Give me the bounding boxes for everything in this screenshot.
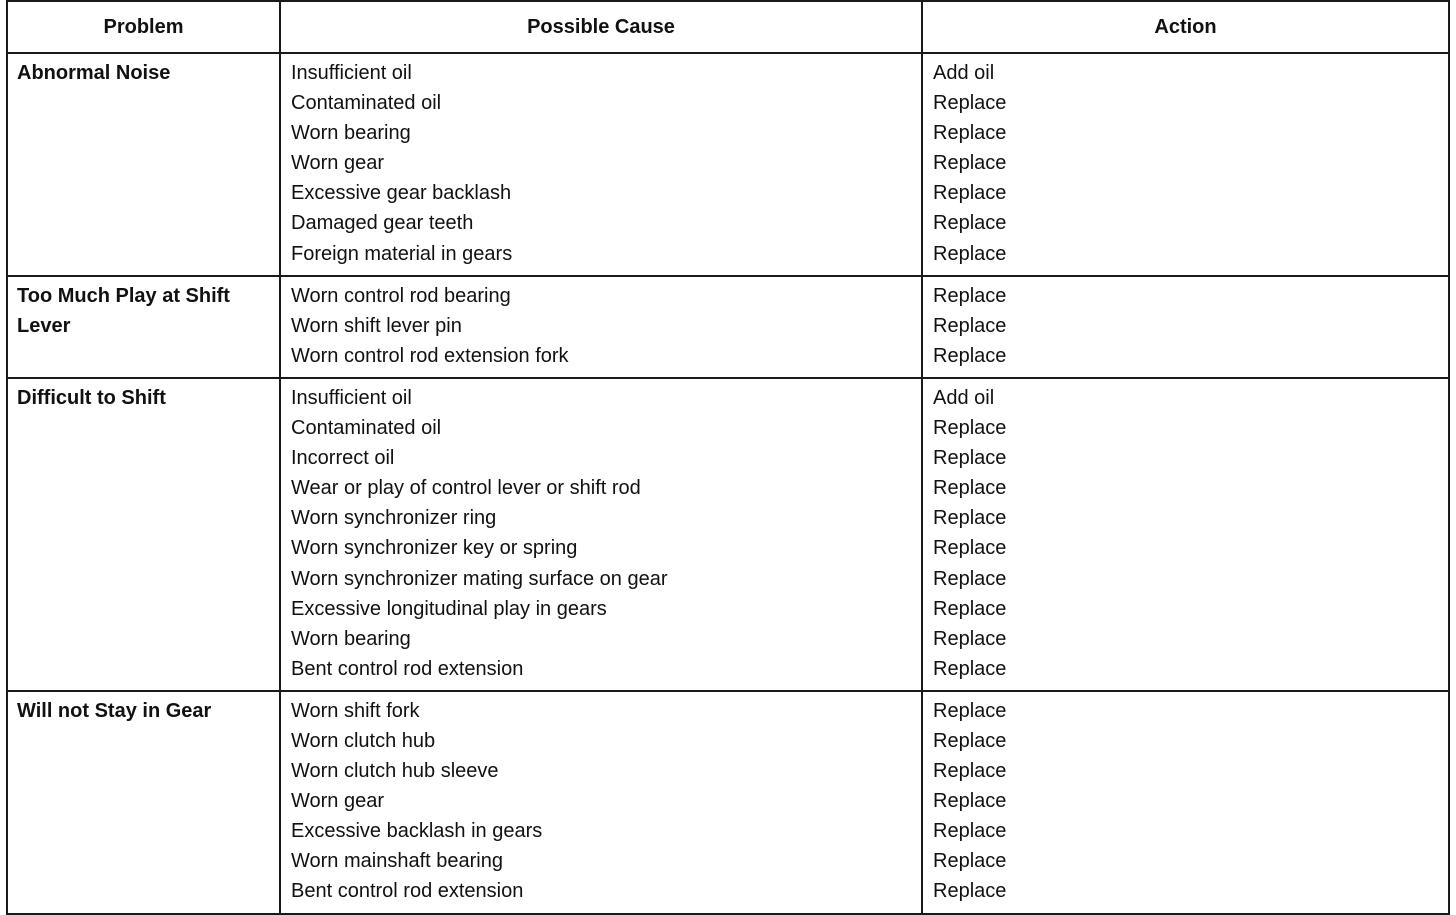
possible-cause-cell <box>280 691 922 914</box>
action-text: Replace <box>933 417 1007 440</box>
cause-text: Contaminated oil <box>291 92 442 115</box>
problem-cell: Too Much Play at Shift Lever <box>7 276 280 378</box>
cause-text: Worn clutch hub <box>291 729 436 752</box>
action-text: Replace <box>933 122 1007 145</box>
table-row <box>7 276 1449 378</box>
action-text: Replace <box>933 212 1007 235</box>
header-action: Action <box>922 1 1449 53</box>
header-row <box>7 1 1449 53</box>
action-text: Replace <box>933 152 1007 175</box>
action-text: Replace <box>933 507 1007 530</box>
action-text: Replace <box>933 567 1007 590</box>
action-cell <box>922 691 1449 914</box>
action-text: Replace <box>933 344 1007 367</box>
cause-text: Excessive gear backlash <box>291 182 512 205</box>
action-text: Replace <box>933 477 1007 500</box>
action-text: Replace <box>933 760 1007 783</box>
cause-text: Insufficient oil <box>291 386 412 409</box>
action-text: Replace <box>933 92 1007 115</box>
action-text: Replace <box>933 447 1007 470</box>
cause-text: Worn control rod extension fork <box>291 344 569 367</box>
cause-text: Worn bearing <box>291 122 411 145</box>
cause-text: Worn synchronizer key or spring <box>291 537 578 560</box>
action-text: Replace <box>933 242 1007 265</box>
cause-text: Worn gear <box>291 790 385 813</box>
cause-text: Contaminated oil <box>291 417 442 440</box>
action-text: Replace <box>933 627 1007 650</box>
cause-text: Wear or play of control lever or shift rod <box>291 477 641 500</box>
cause-text: Worn clutch hub sleeve <box>291 760 499 783</box>
cause-text: Damaged gear teeth <box>291 212 474 235</box>
cause-text: Worn mainshaft bearing <box>291 850 503 873</box>
possible-cause-cell <box>280 276 922 378</box>
table-row <box>7 691 1449 914</box>
problem-cell: Abnormal Noise <box>7 53 280 276</box>
cause-text: Bent control rod extension <box>291 657 524 680</box>
action-text: Replace <box>933 699 1007 722</box>
action-text: Replace <box>933 880 1007 903</box>
cause-text: Bent control rod extension <box>291 880 524 903</box>
cause-text: Insufficient oil <box>291 62 412 84</box>
cause-text: Worn synchronizer ring <box>291 507 497 530</box>
cause-text: Worn shift lever pin <box>291 314 462 337</box>
problem-cell: Will not Stay in Gear <box>7 691 280 914</box>
action-text: Replace <box>933 790 1007 813</box>
action-cell <box>922 276 1449 378</box>
action-text: Add oil <box>933 386 995 409</box>
cause-text: Worn control rod bearing <box>291 284 511 307</box>
action-text: Add oil <box>933 62 995 84</box>
cause-text: Excessive longitudinal play in gears <box>291 597 607 620</box>
cause-text: Worn synchronizer mating surface on gear <box>291 567 668 590</box>
action-text: Replace <box>933 850 1007 873</box>
cause-text: Excessive backlash in gears <box>291 820 543 843</box>
table-row <box>7 378 1449 691</box>
action-text: Replace <box>933 284 1007 307</box>
action-text: Replace <box>933 537 1007 560</box>
troubleshooting-table <box>6 0 1450 915</box>
possible-cause-cell <box>280 378 922 691</box>
action-text: Replace <box>933 657 1007 680</box>
table-body <box>7 53 1449 914</box>
cause-text: Worn gear <box>291 152 385 175</box>
possible-cause-cell <box>280 53 922 276</box>
action-cell <box>922 378 1449 691</box>
action-text: Replace <box>933 182 1007 205</box>
problem-cell: Difficult to Shift <box>7 378 280 691</box>
cause-text: Worn bearing <box>291 627 411 650</box>
header-possible-cause: Possible Cause <box>280 1 922 53</box>
table-row <box>7 53 1449 276</box>
action-text: Replace <box>933 314 1007 337</box>
action-text: Replace <box>933 820 1007 843</box>
cause-text: Foreign material in gears <box>291 242 513 265</box>
header-problem: Problem <box>7 1 280 53</box>
action-cell <box>922 53 1449 276</box>
action-text: Replace <box>933 597 1007 620</box>
cause-text: Incorrect oil <box>291 447 395 470</box>
action-text: Replace <box>933 729 1007 752</box>
cause-text: Worn shift fork <box>291 699 420 722</box>
